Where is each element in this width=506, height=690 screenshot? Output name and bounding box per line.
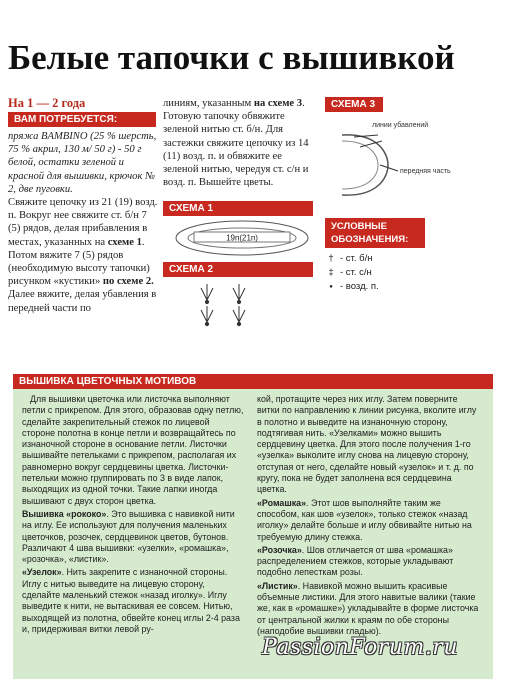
paragraph-text: . Шов отличается от шва «ромашка» распределением стежков, которые укладывают подобно лепесткам розы. bbox=[257, 544, 454, 578]
paragraph-text: . Этот шов выполняйте таким же способом, как шов «узелок», только стежок «назад иголку» делайте больше и иглу обвивайте нитью на требуемую длину стежка. bbox=[257, 497, 472, 542]
paragraph-text: кой, протащите через них иглу. Затем поверните витки по направлению к линии рисунка, вколите иглу в полотно и выведите на изнаночную сторону, подтягивая нить. «Узелками» можно вышить сердцевину цветка. Для этого после получения 1-го «узелка» выколите иглу снова на лицевую сторону, отступая от него, сделайте новый «узелок» и т. д. по кругу, пока не будет заполнена вся сердцевина цветка. bbox=[257, 394, 477, 495]
legend-list bbox=[325, 252, 379, 294]
stitch-name: «Ромашка» bbox=[257, 497, 307, 508]
legend-label: - ст. б/н bbox=[340, 253, 373, 264]
materials-text: пряжа BAMBINO (25 % шерсть, 75 % акрил, 130 м/ 50 г) - 50 г белой, остатки зеленой и красной для вышивки, крючок № 2, две пуговки. bbox=[8, 131, 157, 195]
kustiki-motif bbox=[233, 284, 245, 304]
scheme-3-diagram bbox=[320, 115, 500, 205]
legend-item bbox=[325, 266, 379, 280]
embroidery-right-column bbox=[257, 394, 479, 639]
instructions-text: . Готовую тапочку обвяжите зеленой нитью ст. б/н. Для застежки свяжите цепочку из 14 (11) возд. п. и обвяжите ее зеленой нитью, чередуя ст. с/н и возд. п. Вышейте цветы. bbox=[163, 98, 309, 189]
middle-column bbox=[163, 97, 313, 189]
kustiki-motif bbox=[201, 306, 213, 326]
stitch-name: Вышивка «рококо» bbox=[22, 508, 107, 519]
embroidery-paragraph bbox=[257, 394, 479, 496]
stitch-name: «Узелок» bbox=[22, 567, 62, 578]
age-heading: На 1 — 2 года bbox=[8, 96, 86, 110]
watermark: PassionForum.ru bbox=[262, 635, 458, 660]
embroidery-paragraph bbox=[22, 509, 244, 565]
scheme-1-reference: схеме 1 bbox=[107, 236, 142, 248]
embroidery-paragraph bbox=[257, 498, 479, 543]
chain-count-label: 19п(21п) bbox=[226, 233, 258, 243]
stitch-name: «Розочка» bbox=[257, 544, 302, 555]
legend-label: - возд. п. bbox=[340, 281, 379, 292]
embroidery-section-header bbox=[13, 374, 493, 389]
embroidery-section-title: ВЫШИВКА ЦВЕТОЧНЫХ МОТИВОВ bbox=[19, 376, 197, 387]
instructions-paragraph-2: Далее вяжите, делая убавления в передней части по bbox=[8, 289, 157, 314]
paragraph-text: . Нить закрепите с изнаночной стороны. Иглу с нитью выведите на лицевую сторону, сделайте маленький стежок «назад иголку». Иглу выведите к нити, не вытаскивая ее совсем. Нитью, выходящей из полотна, обвейте конец иглы 2-4 раза и, придерживая витки левой ру- bbox=[22, 567, 240, 634]
embroidery-paragraph bbox=[257, 545, 479, 579]
instructions-text: . Потом вяжите 7 (5) рядов (необходимую высоту тапочки) рисунком «кустики» bbox=[8, 236, 150, 288]
instructions-paragraph-3 bbox=[163, 97, 313, 189]
scheme-2-diagram bbox=[195, 282, 265, 332]
scheme-3-reference: на схеме 3 bbox=[253, 98, 303, 109]
scheme-1-diagram bbox=[172, 219, 312, 257]
scheme-1-label: СХЕМА 1 bbox=[163, 201, 313, 216]
paragraph-text: . Это вышивка с навивкой нити на иглу. Ее используют для получения маленьких цветочков, розочек, сердцевинок цветов, бутонов. Различают 4 шва вышивки: «узелки», «ромашка», «розочка», «листик». bbox=[22, 508, 235, 565]
front-part-annotation: передняя часть bbox=[400, 168, 451, 175]
instructions-text: Свяжите цепочку из 21 (19) возд. п. Вокруг нее свяжите ст. б/н 7 (5) рядов, делая прибавления в местах, указанных на bbox=[8, 197, 158, 248]
scheme-2-label: СХЕМА 2 bbox=[163, 262, 313, 277]
legend-label: - ст. с/н bbox=[340, 267, 372, 278]
embroidery-paragraph bbox=[22, 394, 244, 507]
legend-symbol: † bbox=[328, 253, 334, 264]
stitch-name: «Листик» bbox=[257, 580, 298, 591]
scheme-3-label: СХЕМА 3 bbox=[325, 97, 383, 112]
decrease-lines-annotation: линии убавлений bbox=[372, 122, 429, 129]
front-part-pointer bbox=[380, 165, 398, 171]
embroidery-paragraph bbox=[22, 567, 244, 635]
page-title: Белые тапочки с вышивкой bbox=[8, 38, 455, 77]
legend-symbol: ‡ bbox=[328, 267, 334, 278]
scheme-2-reference: по схеме 2. bbox=[102, 276, 154, 288]
kustiki-motif bbox=[233, 306, 245, 326]
instructions-paragraph-1 bbox=[8, 196, 158, 288]
left-column bbox=[8, 130, 158, 315]
paragraph-text: . Навивкой можно вышить красивые объемные листики. Для этого навитые валики (такие же, как в «ромашке») укладывайте в форме листочка от центральной жилки к краям по обе стороны (наподобие вышивки гладью). bbox=[257, 580, 479, 636]
legend-symbol: ● bbox=[329, 284, 333, 290]
materials-banner: ВАМ ПОТРЕБУЕТСЯ: bbox=[8, 112, 156, 127]
legend-item bbox=[325, 280, 379, 294]
instructions-text: линиям, указанным bbox=[163, 98, 254, 109]
kustiki-motif bbox=[201, 284, 213, 304]
slipper-inner-outline bbox=[342, 141, 378, 189]
legend-item bbox=[325, 252, 379, 266]
paragraph-text: Для вышивки цветочка или листочка выполняют петли с прикрепом. Для этого, образовав одну петлю, сделайте закрепительный стежок по лицевой стороне полотна в конце петли и возвращайтесь по изнаночной стороне в основание петли. Листочки вышивайте петельками с прикрепом, располагая их равномерно вокруг сердцевины цветка. Листочки-петельки можно группировать по 3 в виде лапок, выходящих из одной точки. Такие лапки иногда вышивают с двух сторон цветка. bbox=[22, 394, 244, 506]
legend-title: УСЛОВНЫЕ ОБОЗНАЧЕНИЯ: bbox=[325, 218, 425, 248]
embroidery-paragraph bbox=[257, 581, 479, 637]
embroidery-left-column bbox=[22, 394, 244, 637]
